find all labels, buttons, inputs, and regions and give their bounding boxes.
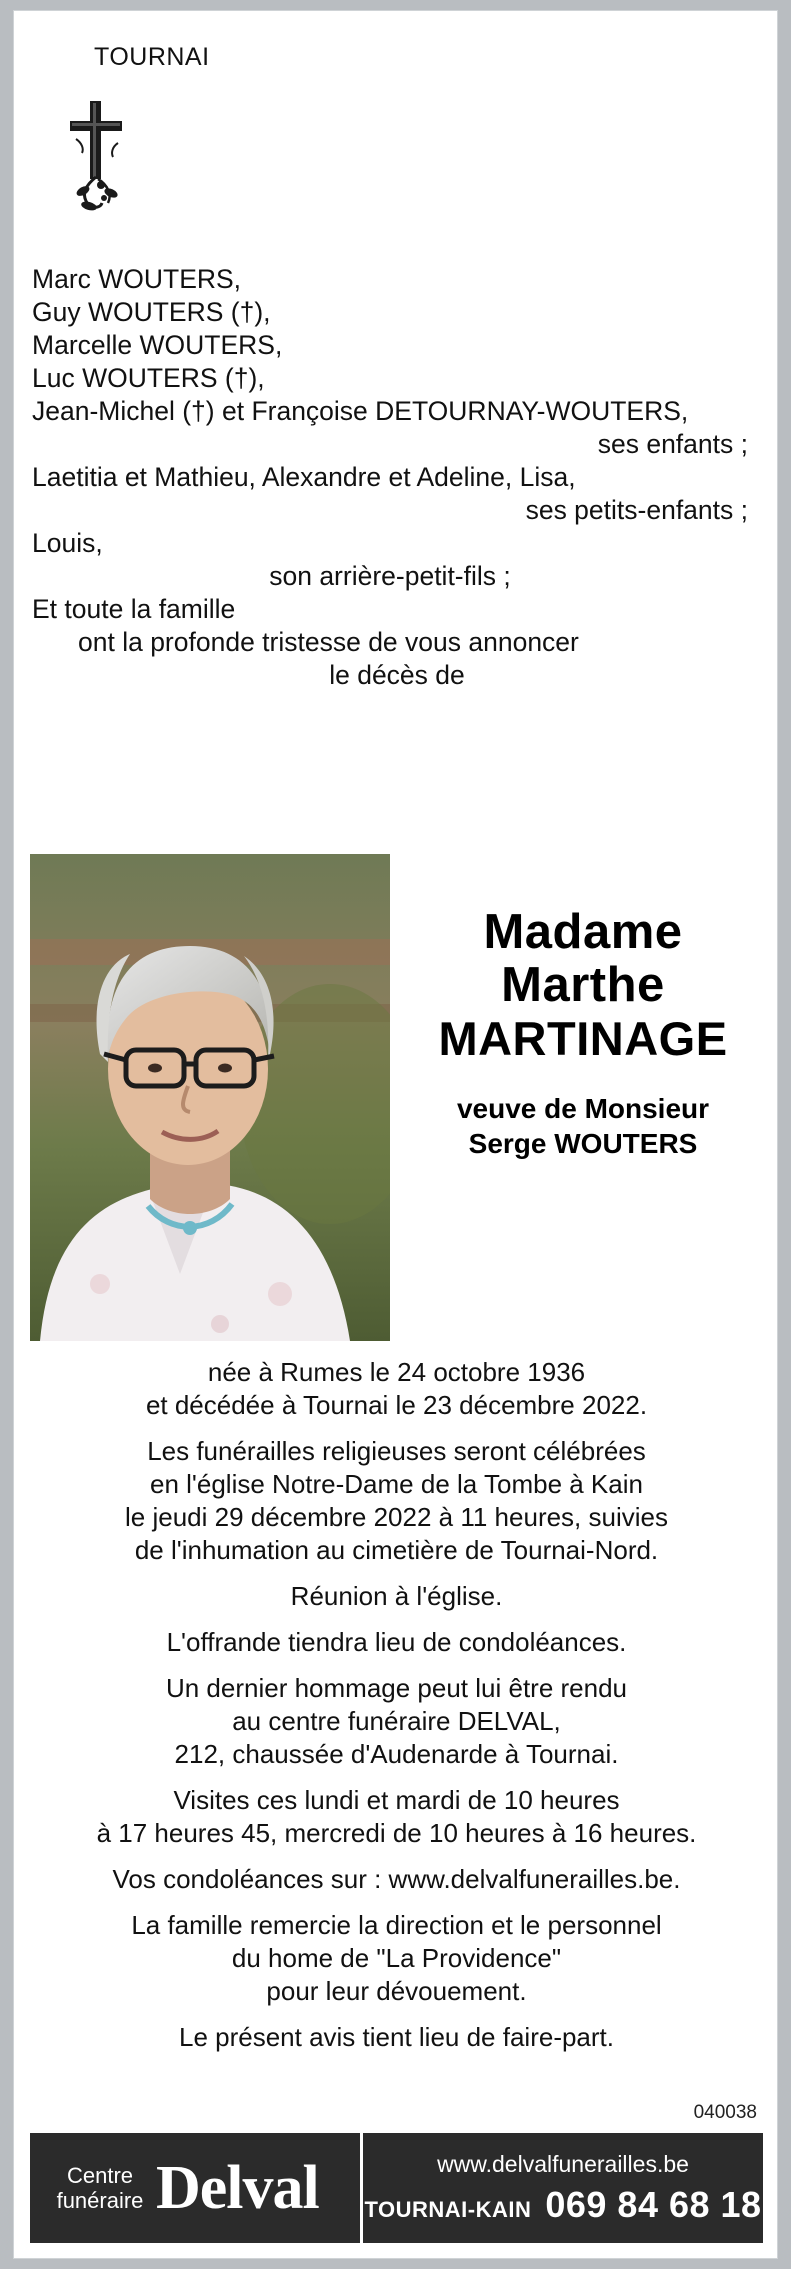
family-line: Luc WOUTERS (†), xyxy=(32,363,265,393)
location-label: TOURNAI-KAIN xyxy=(364,2196,532,2222)
body-line: Visites ces lundi et mardi de 10 heures xyxy=(173,1785,620,1815)
spouse-line-2: Serge WOUTERS xyxy=(468,1128,698,1159)
obituary-body xyxy=(30,1356,763,2054)
body-line: de l'inhumation au cimetière de Tournai-Nord. xyxy=(134,1535,659,1565)
body-line: pour leur dévouement. xyxy=(266,1976,527,2006)
body-line: à 17 heures 45, mercredi de 10 heures à 16 heures. xyxy=(96,1818,697,1848)
brand-name: Delval xyxy=(156,2153,319,2222)
family-line: Guy WOUTERS (†), xyxy=(32,297,271,327)
body-line: Les funérailles religieuses seront célébrées xyxy=(147,1436,646,1466)
phone-number[interactable]: 069 84 68 18 xyxy=(545,2183,762,2225)
family-line: Louis, xyxy=(32,528,103,558)
reference-number: 040038 xyxy=(693,2102,757,2123)
family-line: Laetitia et Mathieu, Alexandre et Adeline, Lisa, xyxy=(32,462,576,492)
brand-block xyxy=(30,2133,360,2243)
deceased-lastname: MARTINAGE xyxy=(438,1012,728,1065)
portrait-photo xyxy=(30,854,390,1341)
family-line: Jean-Michel (†) et Françoise DETOURNAY-WOUTERS, xyxy=(32,396,689,426)
body-line: du home de "La Providence" xyxy=(231,1943,562,1973)
body-line: Vos condoléances sur : www.delvalfunerailles.be. xyxy=(112,1864,681,1894)
body-line: 212, chaussée d'Audenarde à Tournai. xyxy=(174,1739,619,1769)
body-line: L'offrande tiendra lieu de condoléances. xyxy=(166,1627,627,1657)
city-label: TOURNAI xyxy=(94,43,210,71)
cross-with-flowers-icon xyxy=(56,99,146,214)
centre-label-line-2: funéraire xyxy=(56,2188,144,2213)
centre-label-line-1: Centre xyxy=(66,2163,134,2188)
deceased-title: Madame xyxy=(483,905,683,959)
contact-block xyxy=(360,2133,763,2243)
body-line: en l'église Notre-Dame de la Tombe à Kain xyxy=(150,1469,643,1499)
website-link[interactable]: www.delvalfunerailles.be xyxy=(437,2150,689,2177)
body-line: née à Rumes le 24 octobre 1936 xyxy=(207,1357,586,1387)
announcement-line: ont la profonde tristesse de vous annoncer xyxy=(78,627,579,657)
deceased-firstname: Marthe xyxy=(501,958,665,1012)
body-line: Le présent avis tient lieu de faire-part. xyxy=(178,2022,615,2052)
body-line: au centre funéraire DELVAL, xyxy=(232,1706,561,1736)
family-role: son arrière-petit-fils ; xyxy=(269,561,511,591)
family-list xyxy=(32,263,762,692)
centre-funeraire-label xyxy=(52,2163,148,2213)
family-role: ses petits-enfants ; xyxy=(525,495,748,525)
body-line: Réunion à l'église. xyxy=(290,1581,503,1611)
announcement-line: le décès de xyxy=(329,660,465,690)
spouse-line-1: veuve de Monsieur xyxy=(456,1093,710,1124)
body-line: le jeudi 29 décembre 2022 à 11 heures, suivies xyxy=(125,1502,668,1532)
funeral-home-banner xyxy=(30,2133,763,2243)
body-line: et décédée à Tournai le 23 décembre 2022. xyxy=(145,1390,648,1420)
family-role: ses enfants ; xyxy=(597,429,748,459)
body-line: La famille remercie la direction et le personnel xyxy=(131,1910,662,1940)
family-line: Et toute la famille xyxy=(32,594,236,624)
family-line: Marcelle WOUTERS, xyxy=(32,330,283,360)
body-line: Un dernier hommage peut lui être rendu xyxy=(165,1673,628,1703)
deceased-name-block xyxy=(404,906,762,1161)
obituary-card xyxy=(13,10,778,2259)
family-line: Marc WOUTERS, xyxy=(32,264,242,294)
